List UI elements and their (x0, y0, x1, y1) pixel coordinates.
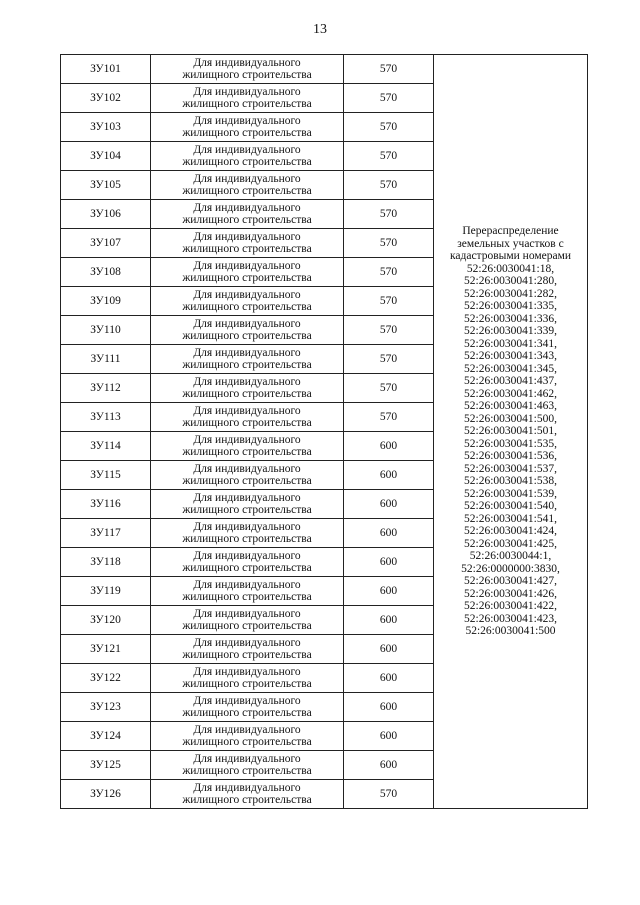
permitted-use-line: Для индивидуального (193, 346, 301, 359)
formation-method-line: 52:26:0030041:536, (464, 450, 557, 463)
area-cell: 600 (344, 606, 434, 635)
permitted-use-line: Для индивидуального (193, 114, 301, 127)
permitted-use-cell (151, 693, 344, 722)
area-cell: 570 (344, 171, 434, 200)
formation-method-line: 52:26:0030041:462, (464, 387, 557, 400)
permitted-use-line: Для индивидуального (193, 694, 301, 707)
plot-id-cell: ЗУ120 (61, 606, 151, 635)
permitted-use-line: жилищного строительства (182, 446, 312, 458)
plot-id-cell: ЗУ115 (61, 461, 151, 490)
plot-id-cell: ЗУ105 (61, 171, 151, 200)
formation-method-line: 52:26:0030041:424, (464, 525, 557, 538)
area-cell: 570 (344, 55, 434, 84)
formation-method-line: 52:26:0030041:341, (464, 337, 557, 350)
page-number: 13 (313, 22, 327, 37)
area-cell: 570 (344, 229, 434, 258)
plot-id-cell: ЗУ114 (61, 432, 151, 461)
permitted-use-line: Для индивидуального (193, 723, 301, 736)
plot-id-cell: ЗУ108 (61, 258, 151, 287)
formation-method-line: 52:26:0030041:282, (464, 287, 557, 300)
formation-method-line: 52:26:0030041:335, (464, 300, 557, 313)
formation-method-line: 52:26:0030041:437, (464, 375, 557, 388)
plot-id-cell: ЗУ107 (61, 229, 151, 258)
area-cell: 570 (344, 374, 434, 403)
formation-method-cell (434, 55, 588, 809)
formation-method-line: 52:26:0030041:500, (464, 412, 557, 425)
area-cell: 600 (344, 664, 434, 693)
area-cell: 570 (344, 780, 434, 809)
area-cell: 570 (344, 200, 434, 229)
permitted-use-line: Для индивидуального (193, 665, 301, 678)
permitted-use-cell (151, 461, 344, 490)
permitted-use-line: жилищного строительства (182, 243, 312, 255)
plot-id-cell: ЗУ121 (61, 635, 151, 664)
area-cell: 570 (344, 142, 434, 171)
formation-method-line: 52:26:0030041:537, (464, 462, 557, 475)
permitted-use-cell (151, 142, 344, 171)
plot-id-cell: ЗУ112 (61, 374, 151, 403)
permitted-use-line: Для индивидуального (193, 259, 301, 272)
permitted-use-cell (151, 113, 344, 142)
plot-id-cell: ЗУ116 (61, 490, 151, 519)
formation-method-line: Перераспределение (462, 225, 559, 238)
permitted-use-line: Для индивидуального (193, 462, 301, 475)
permitted-use-line: Для индивидуального (193, 578, 301, 591)
permitted-use-line: Для индивидуального (193, 433, 301, 446)
permitted-use-cell (151, 258, 344, 287)
formation-method-line: 52:26:0030041:336, (464, 312, 557, 325)
permitted-use-cell (151, 84, 344, 113)
area-cell: 570 (344, 84, 434, 113)
permitted-use-line: жилищного строительства (182, 707, 312, 719)
area-cell: 600 (344, 519, 434, 548)
formation-method-line: 52:26:0030041:541, (464, 512, 557, 525)
permitted-use-line: Для индивидуального (193, 317, 301, 330)
permitted-use-line: жилищного строительства (182, 533, 312, 545)
plot-id-cell: ЗУ122 (61, 664, 151, 693)
plot-id-cell: ЗУ101 (61, 55, 151, 84)
permitted-use-cell (151, 403, 344, 432)
permitted-use-cell (151, 490, 344, 519)
permitted-use-cell (151, 287, 344, 316)
formation-method-line: 52:26:0030041:345, (464, 362, 557, 375)
permitted-use-line: жилищного строительства (182, 127, 312, 139)
plot-id-cell: ЗУ103 (61, 113, 151, 142)
permitted-use-line: Для индивидуального (193, 404, 301, 417)
permitted-use-line: Для индивидуального (193, 607, 301, 620)
permitted-use-line: жилищного строительства (182, 504, 312, 516)
permitted-use-line: Для индивидуального (193, 230, 301, 243)
permitted-use-line: Для индивидуального (193, 549, 301, 562)
formation-method-line: 52:26:0030041:18, (466, 262, 555, 275)
permitted-use-line: жилищного строительства (182, 272, 312, 284)
formation-method-line: 52:26:0030041:426, (464, 587, 557, 600)
permitted-use-line: Для индивидуального (193, 143, 301, 156)
formation-method-line: 52:26:0030041:535, (464, 437, 557, 450)
formation-method-line: 52:26:0030041:427, (464, 575, 557, 588)
permitted-use-line: жилищного строительства (182, 736, 312, 748)
plot-id-cell: ЗУ113 (61, 403, 151, 432)
permitted-use-cell (151, 548, 344, 577)
formation-method-line: 52:26:0030041:343, (464, 350, 557, 363)
area-cell: 600 (344, 577, 434, 606)
permitted-use-cell (151, 751, 344, 780)
permitted-use-cell (151, 519, 344, 548)
formation-method-line: 52:26:0030041:425, (464, 537, 557, 550)
formation-method-line: земельных участков с (457, 237, 564, 250)
permitted-use-line: жилищного строительства (182, 156, 312, 168)
plot-id-cell: ЗУ104 (61, 142, 151, 171)
plot-id-cell: ЗУ125 (61, 751, 151, 780)
formation-method-line: 52:26:0000000:3830, (461, 562, 560, 575)
area-cell: 600 (344, 693, 434, 722)
permitted-use-line: жилищного строительства (182, 475, 312, 487)
formation-method-line: 52:26:0030041:280, (464, 275, 557, 288)
permitted-use-cell (151, 606, 344, 635)
formation-method-line: кадастровыми номерами (449, 250, 572, 263)
permitted-use-line: Для индивидуального (193, 752, 301, 765)
permitted-use-cell (151, 722, 344, 751)
permitted-use-line: Для индивидуального (193, 491, 301, 504)
area-cell: 600 (344, 635, 434, 664)
plot-id-cell: ЗУ110 (61, 316, 151, 345)
formation-method-line: 52:26:0030044:1, (469, 550, 552, 563)
area-cell: 600 (344, 490, 434, 519)
table-row (61, 55, 588, 84)
formation-method-line: 52:26:0030041:501, (464, 425, 557, 438)
permitted-use-line: Для индивидуального (193, 375, 301, 388)
permitted-use-line: Для индивидуального (193, 85, 301, 98)
permitted-use-line: Для индивидуального (193, 56, 301, 69)
permitted-use-line: жилищного строительства (182, 301, 312, 313)
plot-id-cell: ЗУ102 (61, 84, 151, 113)
plot-id-cell: ЗУ118 (61, 548, 151, 577)
land-plots-table (60, 54, 588, 809)
plot-id-cell: ЗУ124 (61, 722, 151, 751)
formation-method-line: 52:26:0030041:339, (464, 325, 557, 338)
permitted-use-cell (151, 345, 344, 374)
land-plots-table-body (61, 55, 588, 809)
plot-id-cell: ЗУ119 (61, 577, 151, 606)
area-cell: 570 (344, 316, 434, 345)
permitted-use-line: жилищного строительства (182, 417, 312, 429)
area-cell: 600 (344, 548, 434, 577)
permitted-use-line: жилищного строительства (182, 765, 312, 777)
permitted-use-line: жилищного строительства (182, 359, 312, 371)
permitted-use-line: Для индивидуального (193, 781, 301, 794)
permitted-use-line: жилищного строительства (182, 649, 312, 661)
permitted-use-cell (151, 229, 344, 258)
plot-id-cell: ЗУ126 (61, 780, 151, 809)
permitted-use-cell (151, 635, 344, 664)
formation-method-line: 52:26:0030041:463, (464, 400, 557, 413)
area-cell: 600 (344, 751, 434, 780)
permitted-use-cell (151, 780, 344, 809)
plot-id-cell: ЗУ117 (61, 519, 151, 548)
permitted-use-line: жилищного строительства (182, 562, 312, 574)
formation-method-line: 52:26:0030041:422, (464, 600, 557, 613)
permitted-use-line: жилищного строительства (182, 591, 312, 603)
permitted-use-line: жилищного строительства (182, 214, 312, 226)
permitted-use-line: Для индивидуального (193, 201, 301, 214)
permitted-use-line: жилищного строительства (182, 678, 312, 690)
permitted-use-cell (151, 55, 344, 84)
area-cell: 570 (344, 287, 434, 316)
area-cell: 570 (344, 113, 434, 142)
area-cell: 600 (344, 461, 434, 490)
permitted-use-cell (151, 432, 344, 461)
permitted-use-cell (151, 577, 344, 606)
permitted-use-line: Для индивидуального (193, 636, 301, 649)
permitted-use-line: жилищного строительства (182, 98, 312, 110)
permitted-use-line: Для индивидуального (193, 520, 301, 533)
permitted-use-line: жилищного строительства (182, 620, 312, 632)
permitted-use-cell (151, 316, 344, 345)
permitted-use-cell (151, 200, 344, 229)
area-cell: 570 (344, 258, 434, 287)
formation-method-line: 52:26:0030041:540, (464, 500, 557, 513)
plot-id-cell: ЗУ123 (61, 693, 151, 722)
area-cell: 570 (344, 403, 434, 432)
plot-id-cell: ЗУ109 (61, 287, 151, 316)
formation-method-line: 52:26:0030041:500 (465, 625, 556, 638)
permitted-use-line: жилищного строительства (182, 388, 312, 400)
permitted-use-line: Для индивидуального (193, 172, 301, 185)
plot-id-cell: ЗУ106 (61, 200, 151, 229)
permitted-use-line: жилищного строительства (182, 69, 312, 81)
permitted-use-cell (151, 171, 344, 200)
permitted-use-line: жилищного строительства (182, 794, 312, 806)
permitted-use-cell (151, 374, 344, 403)
permitted-use-line: жилищного строительства (182, 330, 312, 342)
plot-id-cell: ЗУ111 (61, 345, 151, 374)
area-cell: 570 (344, 345, 434, 374)
area-cell: 600 (344, 432, 434, 461)
permitted-use-cell (151, 664, 344, 693)
area-cell: 600 (344, 722, 434, 751)
permitted-use-line: Для индивидуального (193, 288, 301, 301)
permitted-use-line: жилищного строительства (182, 185, 312, 197)
formation-method-line: 52:26:0030041:539, (464, 487, 557, 500)
formation-method-line: 52:26:0030041:538, (464, 475, 557, 488)
formation-method-line: 52:26:0030041:423, (464, 612, 557, 625)
